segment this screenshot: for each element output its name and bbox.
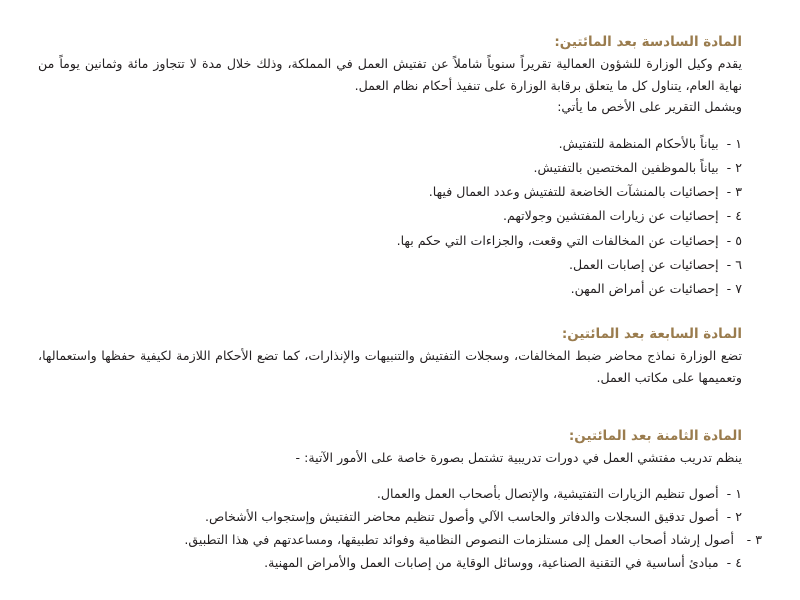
list-item-text: بياناً بالأحكام المنظمة للتفتيش.	[558, 135, 719, 151]
list-item	[38, 528, 762, 551]
article-paragraph	[38, 53, 742, 118]
list-item	[38, 505, 742, 528]
article-heading: المادة السابعة بعد المائتين:	[561, 326, 742, 342]
list-item-number: ٧ -	[726, 281, 742, 297]
list-item-text: إحصائيات عن إصابات العمل.	[569, 256, 719, 272]
list-item-text: بياناً بالموظفين المختصين بالتفتيش.	[533, 159, 719, 175]
list-item-number: ٢ -	[726, 159, 742, 175]
list-item-text: إحصائيات عن المخالفات التي وقعت، والجزاءات التي حكم بها.	[396, 232, 719, 248]
list-item-text: أصول إرشاد أصحاب العمل إلى مستلزمات النصوص النظامية وفوائد تطبيقها، ومساعدتهم في هذا التطبيق.	[184, 532, 734, 548]
paragraph-line: تضع الوزارة نماذج محاضر ضبط المخالفات، وسجلات التفتيش والتنبيهات والإنذارات، كما تضع الأحكام اللازمة	[176, 348, 742, 363]
list-item-number: ٤ -	[726, 208, 742, 224]
list-item-number: ٣ -	[746, 532, 762, 548]
list-item-number: ٤ -	[726, 555, 742, 571]
list-item-text: إحصائيات عن زيارات المفتشين وجولاتهم.	[502, 208, 719, 224]
paragraph-line: لكيفية حفظها واستعمالها، وتعميمها على مكاتب العمل.	[38, 348, 742, 385]
list-item-number: ١ -	[726, 135, 742, 151]
paragraph-line: تتجاوز مائة وثمانين يوماً من نهاية العام، يتناول كل ما يتعلق برقابة الوزارة على تنفيذ أحكام نظام العمل.	[38, 56, 742, 93]
article-heading: المادة السادسة بعد المائتين:	[554, 34, 742, 50]
article-208	[38, 425, 762, 575]
list-item	[38, 204, 742, 228]
paragraph-line: ينظم تدريب مفتشي العمل في دورات تدريبية تشتمل بصورة خاصة على الأمور الآتية: -	[295, 450, 742, 465]
article-list	[38, 482, 762, 575]
list-item	[38, 132, 742, 156]
article-heading: المادة الثامنة بعد المائتين:	[568, 428, 742, 444]
list-item-number: ٥ -	[726, 232, 742, 248]
list-item-number: ٣ -	[726, 184, 742, 200]
article-206	[38, 31, 742, 302]
list-item-text: إحصائيات بالمنشآت الخاضعة للتفتيش وعدد العمال فيها.	[428, 184, 719, 200]
list-item	[38, 277, 742, 301]
list-item-text: أصول تدقيق السجلات والدفاتر والحاسب الآلي وأصول تنظيم محاضر التفتيش وإستجواب الأشخاص.	[204, 508, 719, 524]
list-item	[38, 253, 742, 277]
list-item	[38, 229, 742, 253]
list-item-number: ١ -	[726, 485, 742, 501]
list-item-number: ٦ -	[726, 256, 742, 272]
list-item	[38, 156, 742, 180]
paragraph-line: يقدم وكيل الوزارة للشؤون العمالية تقريراً سنوياً شاملاً عن تفتيش العمل في المملكة، وذلك خلال مدة لا	[189, 56, 742, 71]
list-item-text: إحصائيات عن أمراض المهن.	[570, 281, 719, 297]
list-item	[38, 482, 742, 505]
article-207	[38, 323, 742, 388]
list-item-number: ٢ -	[726, 508, 742, 524]
list-item	[38, 551, 742, 574]
list-item-text: مبادئ أساسية في التقنية الصناعية، ووسائل الوقاية من إصابات العمل والأمراض المهنية.	[264, 555, 719, 571]
article-list	[38, 132, 742, 302]
list-item	[38, 180, 742, 204]
list-item-text: أصول تنظيم الزيارات التفتيشية، والإتصال بأصحاب العمل والعمال.	[376, 485, 719, 501]
article-paragraph	[38, 447, 742, 469]
paragraph-line: ويشمل التقرير على الأخص ما يأتي:	[557, 99, 742, 114]
article-paragraph	[38, 345, 742, 388]
